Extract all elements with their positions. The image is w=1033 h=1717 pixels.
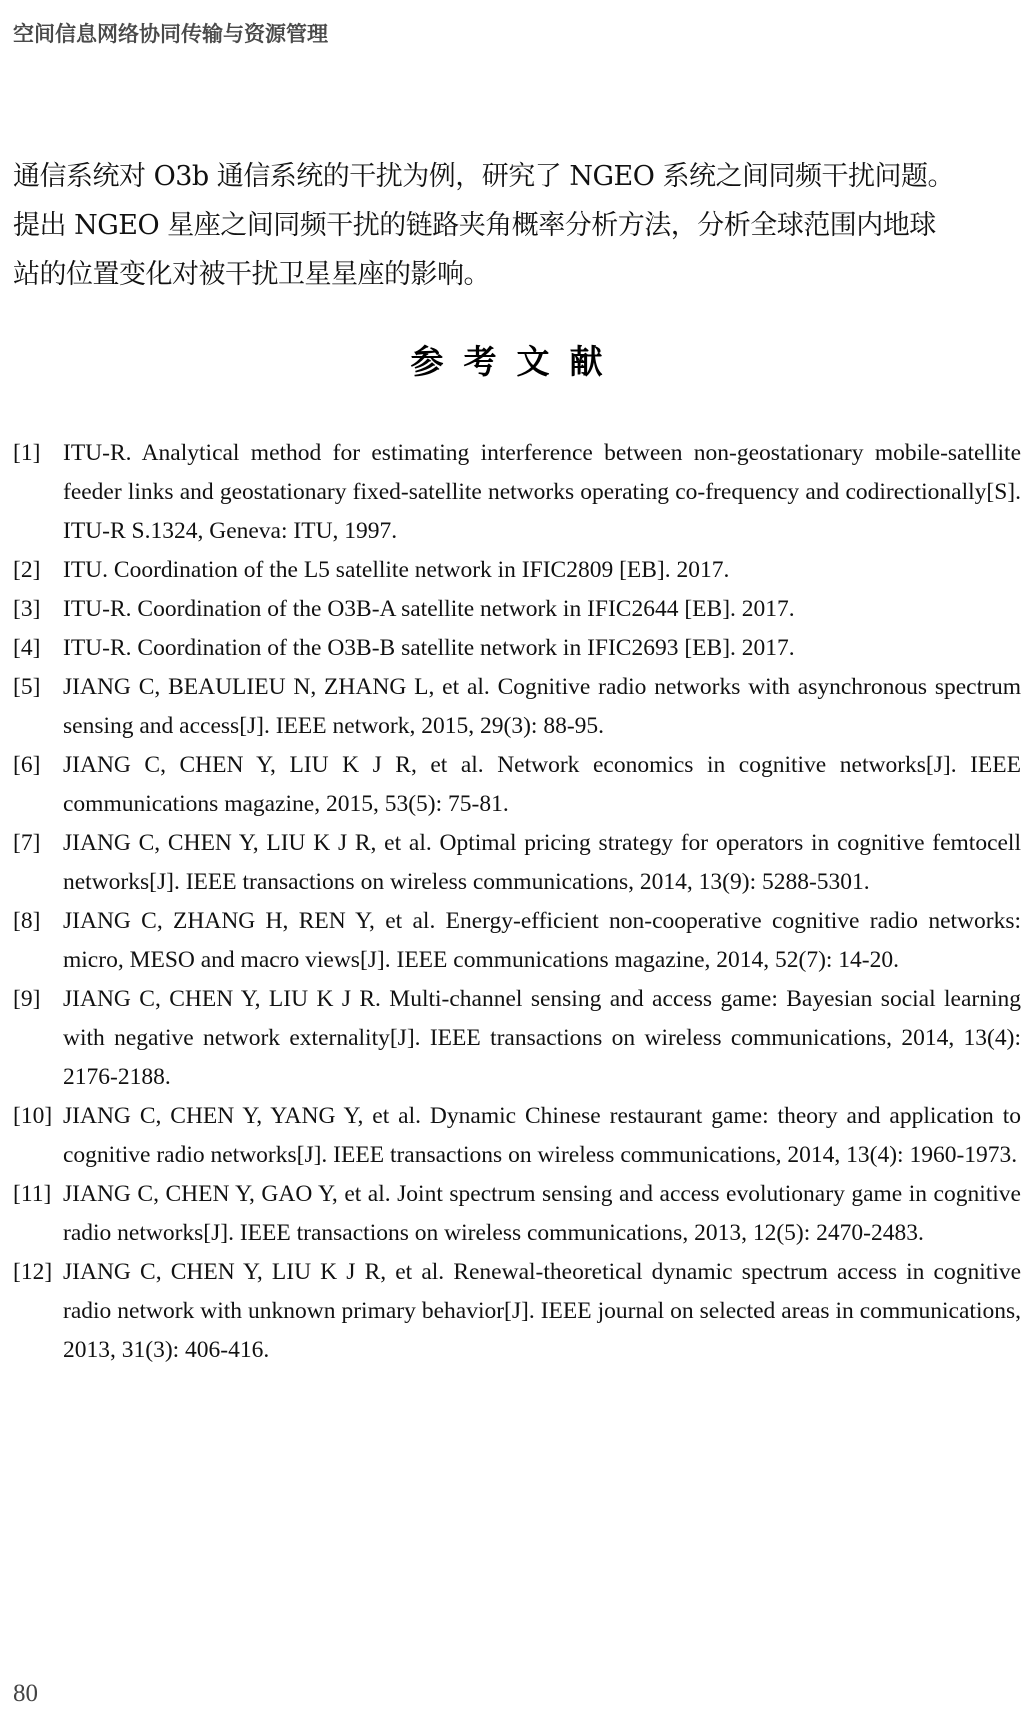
reference-text: JIANG C, ZHANG H, REN Y, et al. Energy-efficient non-cooperative cognitive radio networks: micro, MESO and macro views[J]. IEEE communications magazine, 2014, 52(7): 14-20.	[63, 908, 1021, 973]
reference-text: ITU-R. Coordination of the O3B-A satellite network in IFIC2644 [EB]. 2017.	[63, 596, 795, 622]
reference-number: [12]	[13, 1259, 53, 1285]
reference-item	[13, 746, 1021, 824]
reference-text: JIANG C, CHEN Y, GAO Y, et al. Joint spectrum sensing and access evolutionary game in cognitive radio networks[J]. IEEE transactions on wireless communications, 2013, 12(5): 2470-2483.	[63, 1181, 1021, 1246]
running-head: 空间信息网络协同传输与资源管理	[13, 22, 328, 46]
reference-text: JIANG C, CHEN Y, LIU K J R. Multi-channel sensing and access game: Bayesian social learning with negative network externality[J]. IEEE transactions on wireless communications, 2014, 13(4): 2176-2188.	[63, 986, 1021, 1090]
reference-number: [11]	[13, 1181, 52, 1207]
reference-number: [2]	[13, 557, 41, 583]
reference-item	[13, 1097, 1021, 1175]
reference-text: JIANG C, CHEN Y, YANG Y, et al. Dynamic Chinese restaurant game: theory and application to cognitive radio networks[J]. IEEE transactions on wireless communications, 2014, 13(4): 1960-1973.	[63, 1103, 1021, 1168]
reference-number: [9]	[13, 986, 41, 1012]
reference-text: ITU-R. Analytical method for estimating interference between non-geostationary mobile-satellite feeder links and geostationary fixed-satellite networks operating co-frequency and codirectionally[S]. ITU-R S.1324, Geneva: ITU, 1997.	[63, 440, 1021, 544]
reference-item	[13, 551, 1021, 590]
reference-item	[13, 434, 1021, 551]
reference-number: [4]	[13, 635, 41, 661]
reference-item	[13, 668, 1021, 746]
intro-line: 站的位置变化对被干扰卫星星座的影响。	[13, 259, 490, 290]
reference-text: JIANG C, CHEN Y, LIU K J R, et al. Optimal pricing strategy for operators in cognitive femtocell networks[J]. IEEE transactions on wireless communications, 2014, 13(9): 5288-5301.	[63, 830, 1021, 895]
reference-text: JIANG C, CHEN Y, LIU K J R, et al. Renewal-theoretical dynamic spectrum access in cognitive radio network with unknown primary behavior[J]. IEEE journal on selected areas in communications, 2013, 31(3): 406-416.	[63, 1259, 1021, 1363]
reference-number: [8]	[13, 908, 41, 934]
reference-text: JIANG C, BEAULIEU N, ZHANG L, et al. Cognitive radio networks with asynchronous spectrum sensing and access[J]. IEEE network, 2015, 29(3): 88-95.	[63, 674, 1021, 739]
page-number: 80	[13, 1680, 38, 1707]
reference-text: ITU-R. Coordination of the O3B-B satellite network in IFIC2693 [EB]. 2017.	[63, 635, 795, 661]
reference-number: [5]	[13, 674, 41, 700]
reference-item	[13, 824, 1021, 902]
reference-number: [1]	[13, 440, 41, 466]
intro-line: 提出 NGEO 星座之间同频干扰的链路夹角概率分析方法，分析全球范围内地球	[13, 210, 936, 241]
section-title: 参考文献	[410, 342, 623, 381]
reference-number: [3]	[13, 596, 41, 622]
intro-paragraph	[13, 152, 1023, 299]
reference-item	[13, 629, 1021, 668]
reference-number: [10]	[13, 1103, 53, 1129]
reference-text: JIANG C, CHEN Y, LIU K J R, et al. Network economics in cognitive networks[J]. IEEE communications magazine, 2015, 53(5): 75-81.	[63, 752, 1021, 817]
reference-item	[13, 590, 1021, 629]
reference-list	[13, 434, 1021, 1370]
reference-item	[13, 902, 1021, 980]
reference-number: [6]	[13, 752, 41, 778]
reference-item	[13, 1253, 1021, 1370]
reference-item	[13, 1175, 1021, 1253]
reference-item	[13, 980, 1021, 1097]
reference-text: ITU. Coordination of the L5 satellite network in IFIC2809 [EB]. 2017.	[63, 557, 730, 583]
intro-line: 通信系统对 O3b 通信系统的干扰为例，研究了 NGEO 系统之间同频干扰问题。	[13, 161, 954, 192]
reference-number: [7]	[13, 830, 41, 856]
